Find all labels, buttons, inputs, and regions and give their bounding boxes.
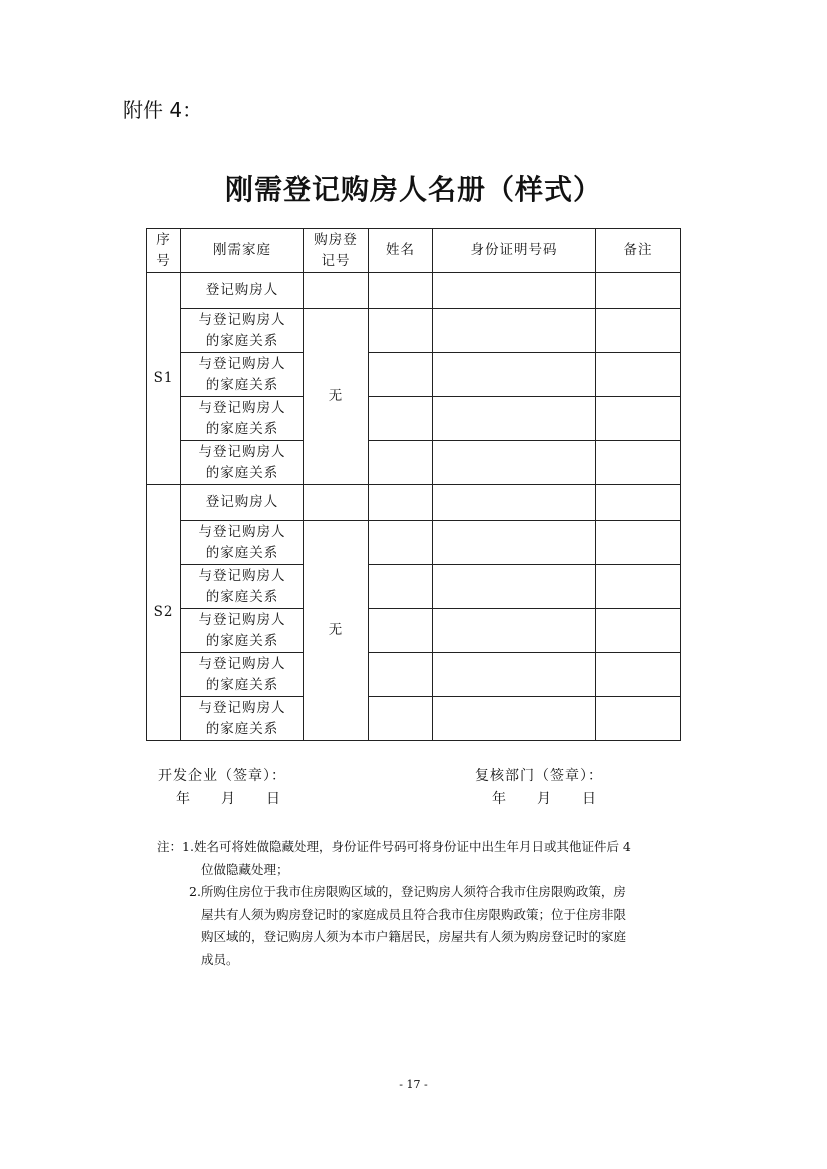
name-cell xyxy=(369,697,433,741)
reg-no-value-cell: 无 xyxy=(304,309,369,485)
remark-cell xyxy=(596,273,681,309)
document-title: 刚需登记购房人名册（样式） xyxy=(224,173,602,206)
note-2-line-3: 购区域的，登记购房人须为本市户籍居民，房屋共有人须为购房登记时的家庭 xyxy=(201,929,627,944)
remark-cell xyxy=(596,609,681,653)
table-header-row xyxy=(147,229,681,273)
id-no-cell xyxy=(433,653,596,697)
group-seq-cell: S1 xyxy=(147,273,181,485)
name-cell xyxy=(369,441,433,485)
note-1-line-1: 1.姓名可将姓做隐藏处理，身份证件号码可将身份证中出生年月日或其他证件后 4 xyxy=(182,839,631,854)
note-2-line-2: 屋共有人须为购房登记时的家庭成员且符合我市住房限购政策；位于住房非限 xyxy=(201,906,627,922)
reg-no-value-cell: 无 xyxy=(304,521,369,741)
name-cell xyxy=(369,273,433,309)
name-cell xyxy=(369,565,433,609)
remark-cell xyxy=(596,441,681,485)
note-2-line-4: 成员。 xyxy=(201,951,239,967)
group-seq-cell: S2 xyxy=(147,485,181,741)
col-header-id-no: 身份证明号码 xyxy=(433,229,596,273)
col-header-remark: 备注 xyxy=(596,229,681,273)
note-2-line-1: 2.所购住房位于我市住房限购区域的，登记购房人须符合我市住房限购政策，房 xyxy=(189,884,626,899)
notes-section xyxy=(157,836,717,971)
name-cell xyxy=(369,521,433,565)
relation-label-cell: 与登记购房人 的家庭关系 xyxy=(181,353,304,397)
relation-label-cell: 与登记购房人 的家庭关系 xyxy=(181,397,304,441)
id-no-cell xyxy=(433,521,596,565)
name-cell xyxy=(369,653,433,697)
col-header-seq: 序 号 xyxy=(147,229,181,273)
name-cell xyxy=(369,609,433,653)
id-no-cell xyxy=(433,273,596,309)
col-header-name: 姓名 xyxy=(369,229,433,273)
remark-cell xyxy=(596,565,681,609)
remark-cell xyxy=(596,353,681,397)
relation-label-cell: 与登记购房人 的家庭关系 xyxy=(181,697,304,741)
name-cell xyxy=(369,353,433,397)
name-cell xyxy=(369,309,433,353)
id-no-cell xyxy=(433,397,596,441)
table-row xyxy=(147,273,681,309)
id-no-cell xyxy=(433,609,596,653)
remark-cell xyxy=(596,521,681,565)
reg-no-cell xyxy=(304,485,369,521)
relation-label-cell: 与登记购房人 的家庭关系 xyxy=(181,521,304,565)
remark-cell xyxy=(596,485,681,521)
table-row xyxy=(147,441,681,485)
col-header-reg-no: 购房登 记号 xyxy=(304,229,369,273)
developer-signature-label: 开发企业（签章）： xyxy=(158,768,286,784)
page-number: - 17 - xyxy=(399,1078,428,1091)
table-row xyxy=(147,697,681,741)
table-row xyxy=(147,609,681,653)
col-header-household: 刚需家庭 xyxy=(181,229,304,273)
roster-table xyxy=(146,228,681,741)
buyer-label-cell: 登记购房人 xyxy=(181,485,304,521)
name-cell xyxy=(369,485,433,521)
relation-label-cell: 与登记购房人 的家庭关系 xyxy=(181,441,304,485)
table-row xyxy=(147,565,681,609)
table-row xyxy=(147,309,681,353)
table-row xyxy=(147,353,681,397)
name-cell xyxy=(369,397,433,441)
relation-label-cell: 与登记购房人 的家庭关系 xyxy=(181,309,304,353)
id-no-cell xyxy=(433,441,596,485)
remark-cell xyxy=(596,309,681,353)
attachment-label: 附件 4： xyxy=(123,98,203,122)
id-no-cell xyxy=(433,485,596,521)
review-dept-date-line: 年 月 日 xyxy=(492,791,597,807)
table-row xyxy=(147,521,681,565)
relation-label-cell: 与登记购房人 的家庭关系 xyxy=(181,609,304,653)
review-dept-signature-label: 复核部门（签章）： xyxy=(475,768,603,784)
table-row xyxy=(147,397,681,441)
id-no-cell xyxy=(433,353,596,397)
id-no-cell xyxy=(433,309,596,353)
id-no-cell xyxy=(433,697,596,741)
remark-cell xyxy=(596,397,681,441)
reg-no-cell xyxy=(304,273,369,309)
relation-label-cell: 与登记购房人 的家庭关系 xyxy=(181,565,304,609)
table-row xyxy=(147,485,681,521)
relation-label-cell: 与登记购房人 的家庭关系 xyxy=(181,653,304,697)
table-row xyxy=(147,653,681,697)
notes-prefix: 注： xyxy=(157,839,183,854)
note-1-line-2: 位做隐藏处理； xyxy=(201,861,289,877)
developer-date-line: 年 月 日 xyxy=(176,791,281,807)
remark-cell xyxy=(596,653,681,697)
buyer-label-cell: 登记购房人 xyxy=(181,273,304,309)
remark-cell xyxy=(596,697,681,741)
id-no-cell xyxy=(433,565,596,609)
